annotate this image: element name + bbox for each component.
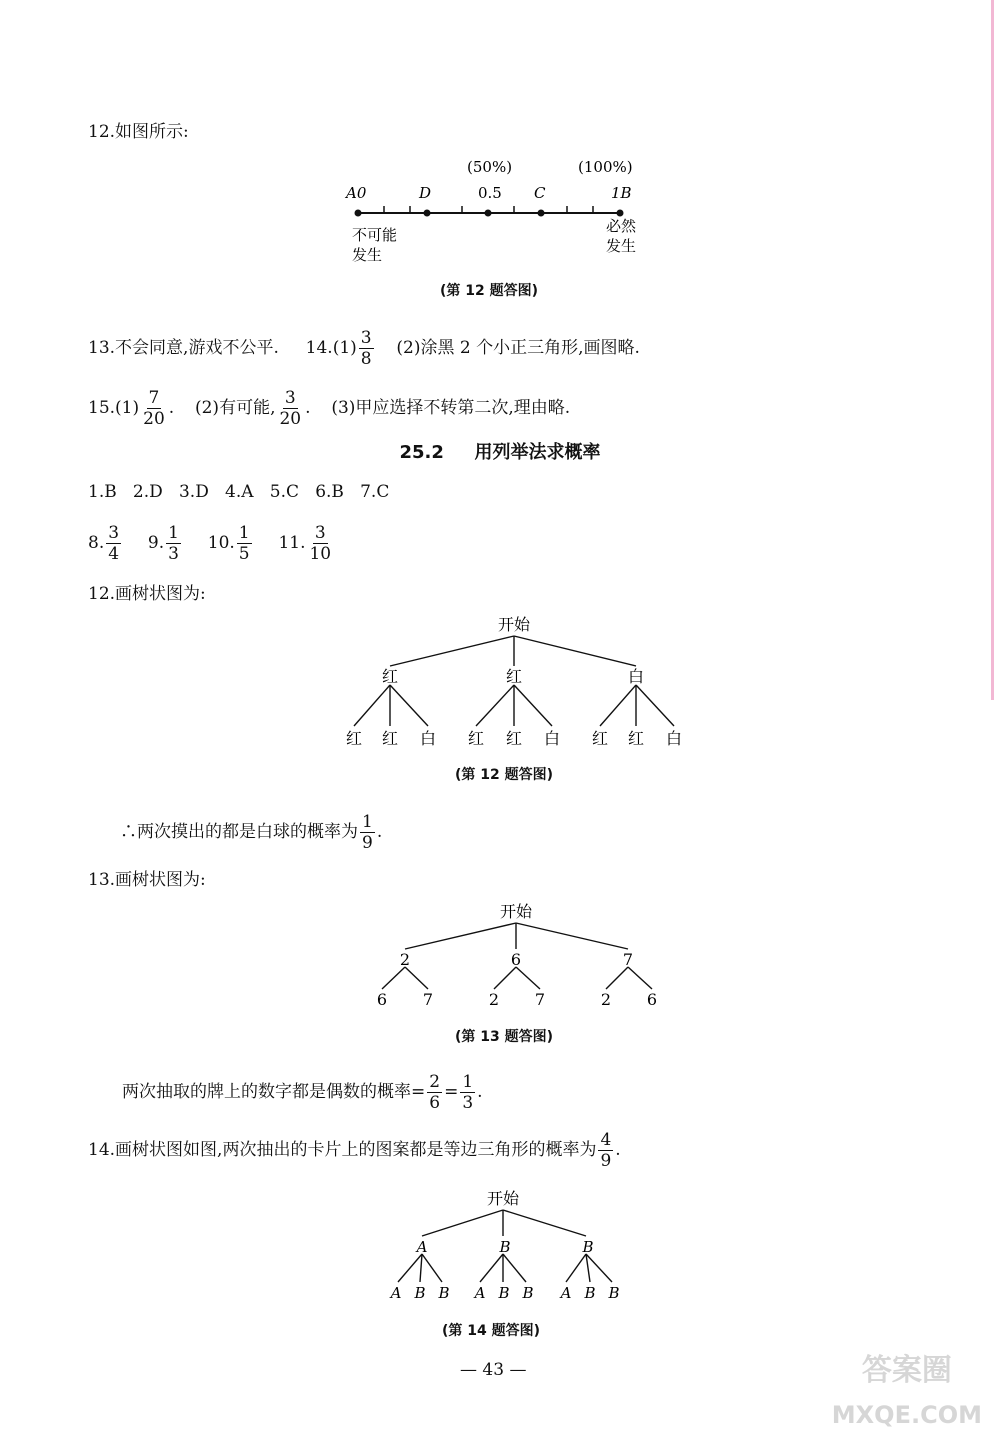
tree13-l1-1: 6	[510, 950, 522, 969]
page-number: — 43 —	[460, 1360, 527, 1380]
q13b-conclusion: 两次抽取的牌上的数字都是偶数的概率= $\frac{2}{6}$ = $\frac{1}{3}$ .	[122, 1072, 483, 1113]
tree14-l2-2-1: B	[584, 1284, 596, 1302]
q13b-f1-den: 6	[429, 1093, 441, 1113]
answer-11-fraction	[307, 523, 333, 564]
answer-11-label: 11.	[278, 533, 306, 553]
tree-diagram-q13	[360, 897, 680, 1012]
point-a	[355, 210, 362, 217]
section-heading	[0, 438, 1000, 464]
fraction-answers	[88, 523, 335, 564]
q13b-f2-den: 3	[462, 1093, 474, 1113]
tree12-l2-0-1: 红	[381, 729, 399, 748]
q12b-num: 1	[362, 812, 373, 832]
watermark-line2: MXQE.COM	[831, 1401, 982, 1429]
answer-11-den: 10	[309, 544, 332, 564]
tree14-l2-0-0: A	[390, 1284, 402, 1302]
figure-caption-q13b: (第 13 题答图)	[455, 1029, 554, 1045]
tree12-l1-0: 红	[381, 667, 399, 686]
q13b-fraction-1	[427, 1072, 442, 1113]
figure-caption-q12a: (第 12 题答图)	[440, 283, 539, 299]
q12b-conclusion: ∴两次摸出的都是白球的概率为 $\frac{1}{9}$ .	[120, 812, 383, 853]
tree14-l1-0: A	[416, 1238, 428, 1256]
tree13-l1-0: 2	[399, 950, 411, 969]
number-line-figure	[330, 150, 650, 265]
q13-answer-text: 13.不会同意,游戏不公平.	[88, 338, 279, 358]
q13b-fraction-2	[460, 1072, 475, 1113]
answer-11-num: 3	[314, 523, 326, 543]
certain-line1: 必然	[606, 217, 637, 235]
point-c	[538, 210, 545, 217]
q14-answer-text: (2)涂黑 2 个小正三角形,画图略.	[396, 338, 640, 358]
tree14-l1-2: B	[582, 1238, 594, 1256]
answer-8-num: 3	[108, 523, 120, 543]
q15-part2: (2)有可能,	[194, 398, 276, 418]
q15-f1-num: 7	[148, 388, 160, 408]
impossible-line1: 不可能	[352, 226, 398, 244]
q14-fraction	[359, 328, 374, 369]
q15-part3: (3)甲应选择不转第二次,理由略.	[331, 398, 571, 418]
tree-diagram-q14	[370, 1182, 640, 1307]
tree-diagram-q12	[330, 608, 700, 754]
q12b-fraction	[360, 812, 375, 853]
tree14-l2-0-1: B	[414, 1284, 426, 1302]
q13b-f1-num: 2	[429, 1072, 441, 1092]
label-c: C	[534, 184, 546, 202]
answer-8-fraction	[106, 523, 121, 564]
tree12-l1-1: 红	[505, 667, 523, 686]
q15-answer: 15.(1) $\frac{7}{20}$ . (2)有可能, $\frac{3}{20}$ . (3)甲应选择不转第二次,理由略.	[88, 388, 571, 429]
q15-f2-den: 20	[279, 409, 302, 429]
tree12-l2-2-0: 红	[591, 729, 609, 748]
tree12-l2-0-2: 白	[419, 729, 437, 748]
tree12-l1-2: 白	[627, 667, 645, 686]
section-number: 25.2	[399, 442, 444, 463]
page-number-value: 43	[482, 1360, 505, 1380]
tree13-l1-2: 7	[622, 950, 634, 969]
q13b-label: 13.画树状图为:	[88, 870, 206, 890]
point-half	[485, 210, 492, 217]
mc-answers: 1.B 2.D 3.D 4.A 5.C 6.B 7.C	[88, 482, 390, 502]
figure-caption-q14b: (第 14 题答图)	[442, 1323, 541, 1339]
label-a0: A0	[346, 184, 367, 202]
tree13-root: 开始	[499, 902, 533, 921]
q14-frac-num: 3	[360, 328, 372, 348]
q14b-text: 14.画树状图如图,两次抽出的卡片上的图案都是等边三角形的概率为	[88, 1140, 597, 1160]
tree13-l2-0-0: 6	[376, 990, 388, 1009]
tree13-l2-0-1: 7	[422, 990, 434, 1009]
page-edge-mark	[991, 0, 994, 700]
q15-f2-num: 3	[284, 388, 296, 408]
q14b-den: 9	[600, 1151, 612, 1171]
label-half: 0.5	[478, 184, 502, 202]
point-b	[617, 210, 624, 217]
tree13-l2-1-1: 7	[534, 990, 546, 1009]
answer-9-fraction	[166, 523, 181, 564]
pct100-label: (100%)	[578, 158, 633, 176]
q13-14-answer	[88, 328, 640, 369]
answer-8-label: 8.	[88, 533, 105, 553]
tree12-root: 开始	[497, 615, 531, 634]
q12b-label: 12.画树状图为:	[88, 584, 206, 604]
q15-fraction-1	[141, 388, 167, 429]
certain-line2: 发生	[606, 237, 637, 255]
tree13-l2-2-0: 2	[600, 990, 612, 1009]
q15-fraction-2	[277, 388, 303, 429]
tree12-l2-1-1: 红	[505, 729, 523, 748]
impossible-line2: 发生	[352, 246, 383, 264]
q14b-fraction	[598, 1130, 613, 1171]
point-d	[424, 210, 431, 217]
answer-9-num: 1	[168, 523, 179, 543]
answer-9-den: 3	[168, 544, 179, 564]
tree14-l2-1-1: B	[498, 1284, 510, 1302]
q13b-f2-num: 1	[462, 1072, 474, 1092]
q14-frac-den: 8	[360, 349, 372, 369]
tree14-l1-1: B	[499, 1238, 511, 1256]
label-1b: 1B	[611, 184, 632, 202]
tree14-root: 开始	[486, 1189, 520, 1208]
q13b-conclusion-text: 两次抽取的牌上的数字都是偶数的概率=	[122, 1082, 426, 1102]
q12-label: 12.如图所示:	[88, 122, 189, 142]
tree14-l2-2-0: A	[560, 1284, 572, 1302]
tree12-l2-2-1: 红	[627, 729, 645, 748]
watermark-line1: 答案圈	[861, 1353, 952, 1388]
answer-10-den: 5	[238, 544, 250, 564]
tree14-l2-1-0: A	[474, 1284, 486, 1302]
q14b-num: 4	[600, 1130, 612, 1150]
tree14-l2-0-2: B	[438, 1284, 450, 1302]
q15-prefix: 15.(1)	[88, 398, 140, 418]
q15-f1-den: 20	[143, 409, 165, 429]
tree12-l2-1-0: 红	[467, 729, 485, 748]
answer-10-label: 10.	[207, 533, 235, 553]
tree14-l2-2-2: B	[608, 1284, 620, 1302]
q12b-den: 9	[362, 833, 373, 853]
figure-caption-q12b: (第 12 题答图)	[455, 767, 554, 783]
answer-8-den: 4	[108, 544, 120, 564]
tree13-l2-1-0: 2	[488, 990, 500, 1009]
answer-10-fraction	[237, 523, 252, 564]
tree12-l2-2-2: 白	[665, 729, 683, 748]
answer-10-num: 1	[238, 523, 250, 543]
section-title: 用列举法求概率	[474, 442, 601, 463]
watermark-logo	[832, 1349, 982, 1437]
tree12-l2-0-0: 红	[345, 729, 363, 748]
tree13-l2-2-1: 6	[646, 990, 658, 1009]
pct50-label: (50%)	[467, 158, 513, 176]
tree12-l2-1-2: 白	[543, 729, 561, 748]
q14-prefix: 14.(1)	[305, 338, 357, 358]
q12b-conclusion-text: ∴两次摸出的都是白球的概率为	[120, 822, 358, 842]
answer-9-label: 9.	[147, 533, 165, 553]
label-d: D	[419, 184, 432, 202]
q14b-text-line: 14.画树状图如图,两次抽出的卡片上的图案都是等边三角形的概率为 $\frac{4}{9}$ .	[88, 1130, 621, 1171]
tree14-l2-1-2: B	[522, 1284, 534, 1302]
